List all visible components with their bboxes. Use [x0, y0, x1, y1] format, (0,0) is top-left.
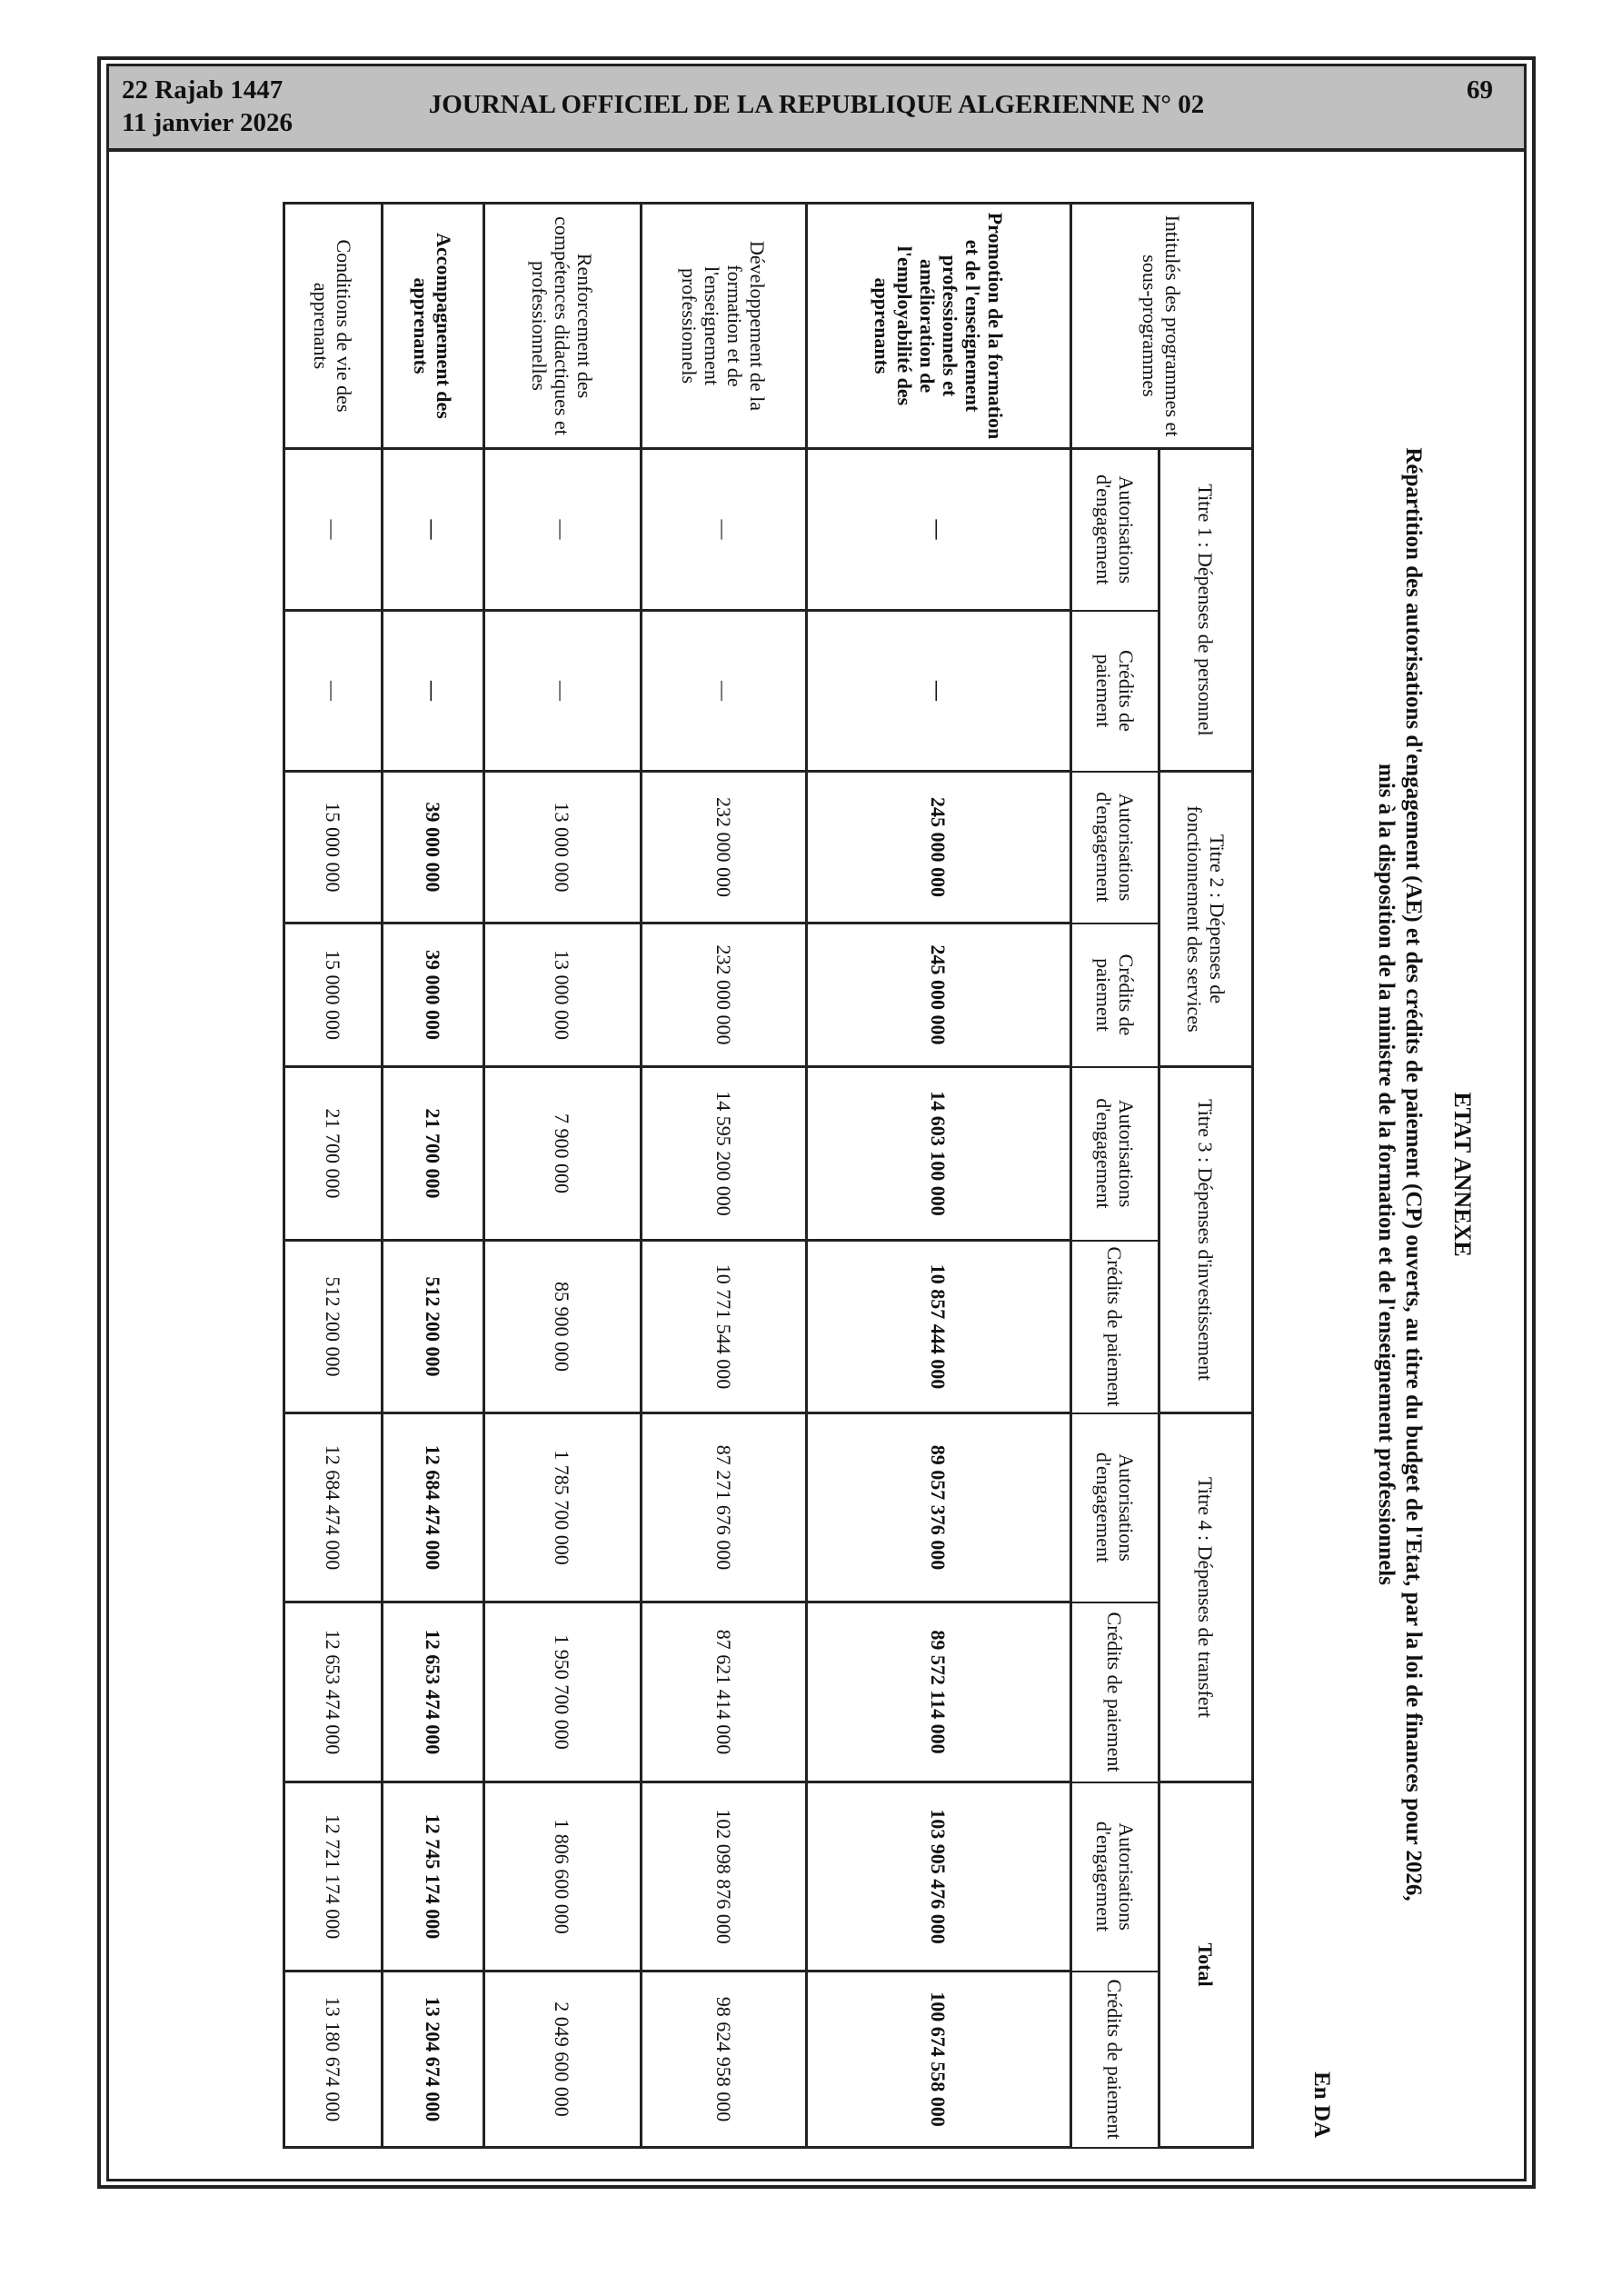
row-label: Accompagnement des apprenants: [383, 204, 484, 449]
sub-header-ae: Autorisations d'engagement: [1071, 449, 1159, 611]
label-column-header: Intitulés des programmes et sous-programmes: [1071, 204, 1253, 449]
value-cell: 7 900 000: [484, 1067, 642, 1241]
value-cell: 245 000 000: [807, 923, 1071, 1067]
value-cell: 12 653 474 000: [383, 1602, 484, 1782]
value-cell: —: [807, 449, 1071, 611]
value-cell: 1 806 600 000: [484, 1782, 642, 1972]
value-cell: 12 721 174 000: [284, 1782, 383, 1972]
annex-title: ETAT ANNEXE: [1449, 1092, 1476, 1257]
rotated-annex: [286, 202, 1508, 2147]
value-cell: 21 700 000: [284, 1067, 383, 1241]
value-cell: —: [383, 449, 484, 611]
value-cell: 100 674 558 000: [807, 1972, 1071, 2148]
value-cell: 512 200 000: [383, 1241, 484, 1413]
value-cell: —: [484, 449, 642, 611]
value-cell: 14 595 200 000: [642, 1067, 807, 1241]
value-cell: 15 000 000: [284, 923, 383, 1067]
value-cell: —: [284, 611, 383, 772]
table-row: [284, 204, 383, 2148]
group-header-titre3: Titre 3 : Dépenses d'investissement: [1159, 1067, 1253, 1413]
value-cell: 13 000 000: [484, 923, 642, 1067]
currency-unit: En DA: [1309, 2071, 1334, 2138]
value-cell: 39 000 000: [383, 923, 484, 1067]
sub-header-ae: Autorisations d'engagement: [1071, 772, 1159, 923]
sub-header-ae: Autorisations d'engagement: [1071, 1413, 1159, 1602]
value-cell: 87 621 414 000: [642, 1602, 807, 1782]
sub-header-ae: Autorisations d'engagement: [1071, 1067, 1159, 1241]
value-cell: —: [284, 449, 383, 611]
table-row: [383, 204, 484, 2148]
row-label: Renforcement des compétences didactiques et professionnelles: [484, 204, 642, 449]
sub-header-cp: Crédits de paiement: [1071, 1602, 1159, 1782]
table-row: [807, 204, 1071, 2148]
value-cell: 12 653 474 000: [284, 1602, 383, 1782]
sub-header-cp: Crédits de paiement: [1071, 611, 1159, 772]
value-cell: —: [807, 611, 1071, 772]
value-cell: 39 000 000: [383, 772, 484, 923]
value-cell: 1 785 700 000: [484, 1413, 642, 1602]
value-cell: 245 000 000: [807, 772, 1071, 923]
value-cell: 1 950 700 000: [484, 1602, 642, 1782]
hijri-date: 22 Rajab 1447: [122, 75, 284, 105]
value-cell: 85 900 000: [484, 1241, 642, 1413]
value-cell: 21 700 000: [383, 1067, 484, 1241]
value-cell: 13 000 000: [484, 772, 642, 923]
table-body: [284, 204, 1071, 2148]
group-header-titre2: Titre 2 : Dépenses de fonctionnement des services: [1159, 772, 1253, 1067]
value-cell: 98 624 958 000: [642, 1972, 807, 2148]
value-cell: 89 057 376 000: [807, 1413, 1071, 1602]
table-row: [642, 204, 807, 2148]
annex-subtitle-line1: Répartition des autorisations d'engagement (AE) et des crédits de paiement (CP) ouverts, au titre du budget de l'Etat, par la loi de finances pour 2026,: [1401, 447, 1426, 1902]
gregorian-date: 11 janvier 2026: [122, 108, 293, 137]
value-cell: 232 000 000: [642, 923, 807, 1067]
value-cell: 12 684 474 000: [383, 1413, 484, 1602]
value-cell: 232 000 000: [642, 772, 807, 923]
table-row: [484, 204, 642, 2148]
value-cell: —: [642, 449, 807, 611]
value-cell: 103 905 476 000: [807, 1782, 1071, 1972]
journal-title: JOURNAL OFFICIEL DE LA REPUBLIQUE ALGERIENNE N° 02: [428, 90, 1205, 119]
journal-header-band: [109, 66, 1524, 152]
value-cell: 512 200 000: [284, 1241, 383, 1413]
value-cell: 2 049 600 000: [484, 1972, 642, 2148]
value-cell: 87 271 676 000: [642, 1413, 807, 1602]
value-cell: —: [642, 611, 807, 772]
row-label: Promotion de la formation et de l'enseignement professionnels et amélioration de l'employabilité des apprenants: [807, 204, 1071, 449]
value-cell: 102 098 876 000: [642, 1782, 807, 1972]
value-cell: 14 603 100 000: [807, 1067, 1071, 1241]
value-cell: —: [484, 611, 642, 772]
sub-header-cp: Crédits de paiement: [1071, 923, 1159, 1067]
sub-header-row: [1071, 204, 1159, 2148]
sub-header-cp: Crédits de paiement: [1071, 1972, 1159, 2148]
group-header-total: Total: [1159, 1782, 1253, 2148]
annex-subtitle: [1372, 311, 1427, 2038]
value-cell: 15 000 000: [284, 772, 383, 923]
value-cell: 12 745 174 000: [383, 1782, 484, 1972]
row-label: Développement de la formation et de l'enseignement professionnels: [642, 204, 807, 449]
value-cell: 89 572 114 000: [807, 1602, 1071, 1782]
sub-header-cp: Crédits de paiement: [1071, 1241, 1159, 1413]
sub-header-ae: Autorisations d'engagement: [1071, 1782, 1159, 1972]
page-number: 69: [1467, 75, 1493, 105]
value-cell: —: [383, 611, 484, 772]
value-cell: 12 684 474 000: [284, 1413, 383, 1602]
row-label: Conditions de vie des apprenants: [284, 204, 383, 449]
value-cell: 10 857 444 000: [807, 1241, 1071, 1413]
value-cell: 13 180 674 000: [284, 1972, 383, 2148]
value-cell: 10 771 544 000: [642, 1241, 807, 1413]
budget-table: [283, 202, 1254, 2149]
group-header-titre4: Titre 4 : Dépenses de transfert: [1159, 1413, 1253, 1782]
annex-subtitle-line2: mis à la disposition de la ministre de la formation et de l'enseignement professionnels: [1374, 764, 1398, 1585]
group-header-titre1: Titre 1 : Dépenses de personnel: [1159, 449, 1253, 772]
value-cell: 13 204 674 000: [383, 1972, 484, 2148]
